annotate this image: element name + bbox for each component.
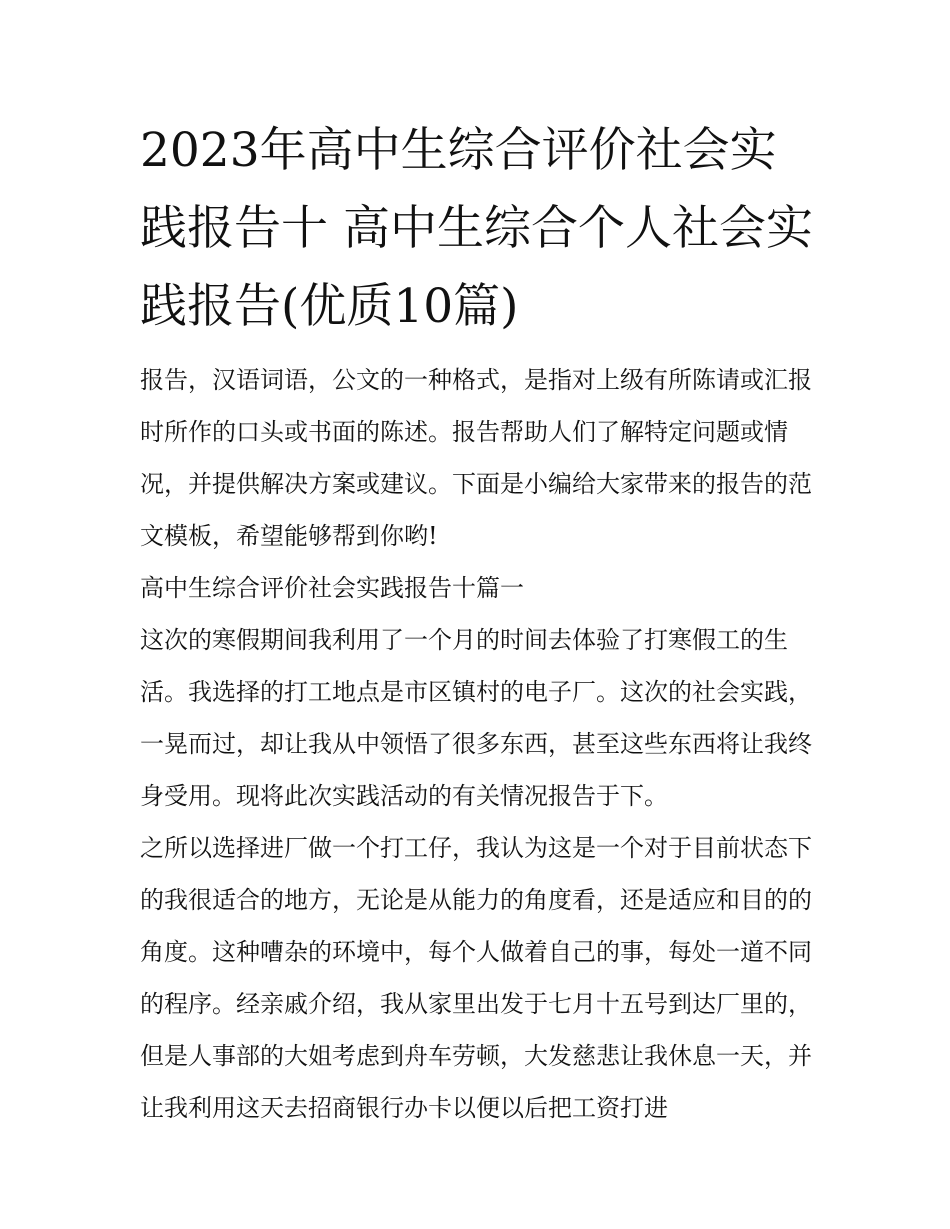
body-paragraph: 之所以选择进厂做一个打工仔，我认为这是一个对于目前状态下的我很适合的地方，无论是从能力的角度看，还是适应和目的的角度。这种嘈杂的环境中，每个人做着自己的事，每处一道不同的程序。经亲戚介绍，我从家里出发于七月十五号到达厂里的，但是人事部的大姐考虑到舟车劳顿，大发慈悲让我休息一天，并让我利用这天去招商银行办卡以便以后把工资打进 <box>140 834 812 1122</box>
intro-paragraph: 报告，汉语词语，公文的一种格式，是指对上级有所陈请或汇报时所作的口头或书面的陈述。报告帮助人们了解特定问题或情况，并提供解决方案或建议。下面是小编给大家带来的报告的范文模板，希望能够帮到你哟! <box>140 366 812 550</box>
body-paragraph: 这次的寒假期间我利用了一个月的时间去体验了打寒假工的生活。我选择的打工地点是市区镇村的电子厂。这次的社会实践，一晃而过，却让我从中领悟了很多东西，甚至这些东西将让我终身受用。现将此次实践活动的有关情况报告于下。 <box>140 626 812 810</box>
document-body <box>140 354 820 1134</box>
document-title: 2023年高中生综合评价社会实践报告十 高中生综合个人社会实践报告(优质10篇) <box>140 123 813 334</box>
section-heading: 高中生综合评价社会实践报告十篇一 <box>140 574 524 602</box>
